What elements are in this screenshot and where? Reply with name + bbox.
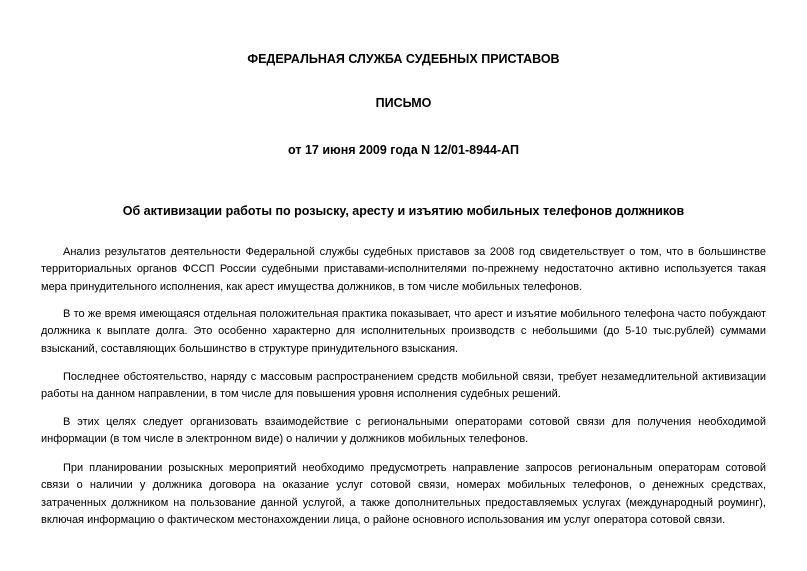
body-paragraph: В этих целях следует организовать взаимодействие с региональными операторами сотовой связи для получения необходимой информации (в том числе в электронном виде) о наличии у должников мобильных телефонов.: [41, 416, 766, 446]
document-date-number: от 17 июня 2009 года N 12/01-8944-АП: [288, 143, 519, 157]
document-type-heading: ПИСЬМО: [375, 96, 432, 110]
body-paragraph: Последнее обстоятельство, наряду с массовым распространением средств мобильной связи, требует незамедлительной активизации работы на данном направлении, в том числе для повышения уровня исполнения судебных решений.: [41, 371, 766, 401]
body-paragraph: Анализ результатов деятельности Федеральной службы судебных приставов за 2008 год свидетельствует о том, что в большинстве территориальных органов ФССП России судебными приставами-исполнителями по-прежнему недостаточно активно используется такая мера принудительного исполнения, как арест имущества должников, в том числе мобильных телефонов.: [41, 246, 766, 293]
document-subject: Об активизации работы по розыску, аресту и изъятию мобильных телефонов должников: [122, 204, 685, 218]
body-paragraph: При планировании розыскных мероприятий необходимо предусмотреть направление запросов региональным операторам сотовой связи о наличии у должника договора на оказание услуг сотовой связи, номерах мобильных телефонов, о денежных средствах, затраченных должником на пользование данной услугой, а также дополнительных предоставляемых услугах (международный роуминг), включая информацию о фактическом местонахождении лица, о районе основного использования им услуг оператора сотовой связи.: [41, 462, 766, 527]
body-paragraph: В то же время имеющаяся отдельная положительная практика показывает, что арест и изъятие мобильного телефона часто побуждают должника к выплате долга. Это особенно характерно для исполнительных производств с небольшими (до 5-10 тыс.рублей) суммами взысканий, составляющих большинство в структуре принудительного взыскания.: [41, 308, 766, 355]
organization-heading: ФЕДЕРАЛЬНАЯ СЛУЖБА СУДЕБНЫХ ПРИСТАВОВ: [247, 52, 560, 66]
